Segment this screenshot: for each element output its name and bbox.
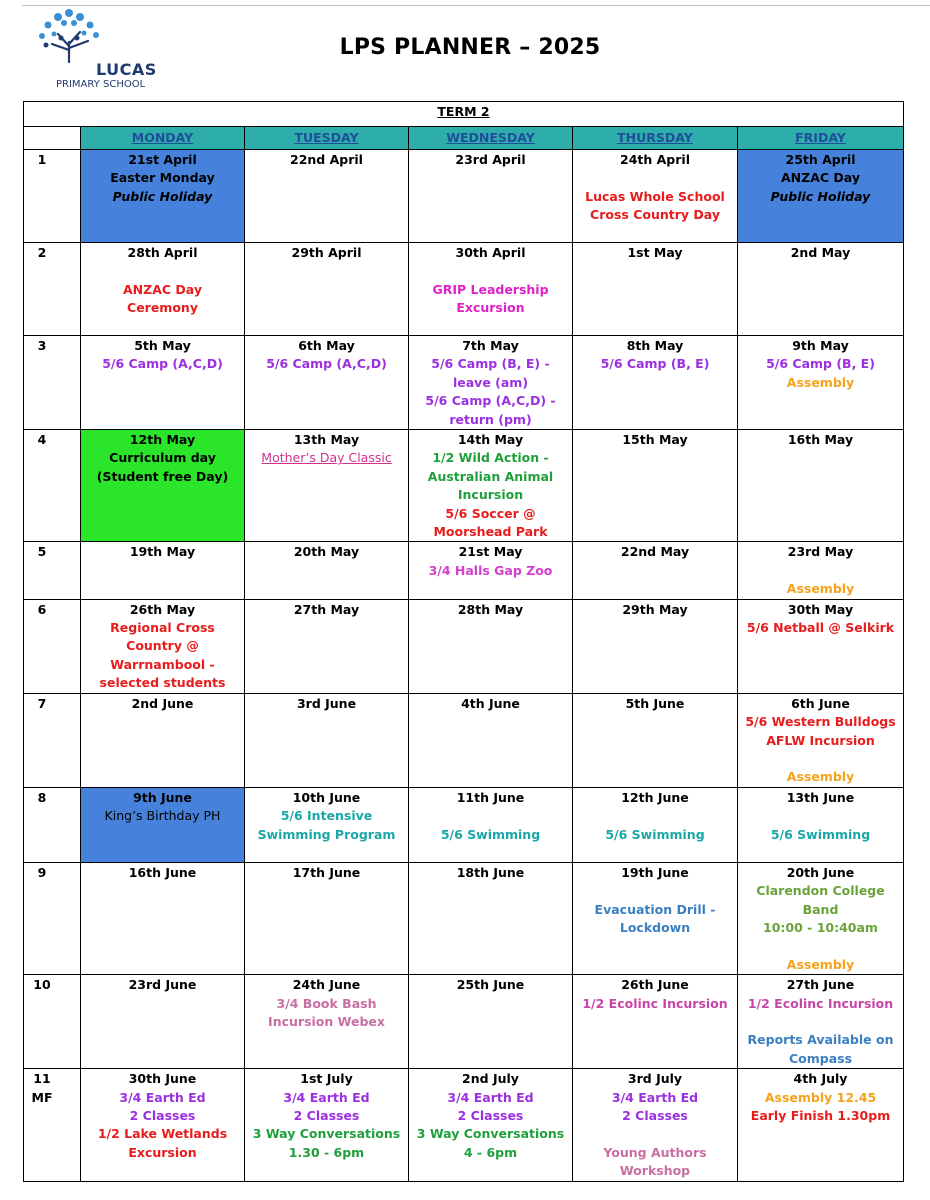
event-text: GRIP Leadership	[432, 281, 549, 297]
week-number-cell	[24, 975, 81, 1069]
event-text: Incursion	[457, 487, 524, 503]
day-cell-tuesday	[245, 336, 409, 430]
date-label: 27th May	[293, 601, 360, 617]
date-label: 25th April	[785, 152, 856, 167]
day-cell-monday	[81, 693, 245, 787]
event-text: 5/6 Camp (A,C,D)	[102, 356, 223, 372]
date-label: 26th June	[621, 977, 689, 993]
event-text: Assembly	[786, 769, 855, 785]
day-header-wednesday: WEDNESDAY	[409, 127, 573, 150]
date-label: 28th April	[127, 245, 198, 260]
week-row	[24, 243, 904, 336]
blank-line	[575, 1125, 735, 1143]
top-rule	[22, 5, 930, 6]
day-cell-tuesday	[245, 599, 409, 693]
day-cell-friday	[738, 975, 904, 1069]
event-text: 5/6 Swimming	[440, 826, 541, 842]
date-label: 14th May	[457, 432, 524, 448]
event-text: Regional Cross	[110, 620, 215, 636]
week-number-cell	[24, 862, 81, 974]
day-cell-friday	[738, 542, 904, 599]
event-text: 5/6 Camp (A,C,D)	[266, 356, 387, 372]
event-text: 5/6 Soccer @	[445, 505, 536, 521]
day-cell-wednesday	[409, 150, 573, 243]
week-row	[24, 336, 904, 430]
week-number: 10	[33, 977, 51, 993]
week-note: MF	[31, 1089, 53, 1105]
event-text: 5/6 Camp (B, E)	[600, 356, 710, 372]
date-label: 18th June	[456, 864, 525, 880]
day-cell-thursday	[573, 599, 738, 693]
date-label: 29th May	[622, 601, 688, 617]
date-label: 24th April	[620, 152, 690, 167]
day-cell-wednesday	[409, 693, 573, 787]
event-text: Evacuation Drill -	[594, 901, 716, 917]
date-label: 6th May	[298, 338, 355, 353]
event-text: Warrnambool -	[110, 656, 215, 672]
date-label: 10th June	[292, 789, 361, 805]
logo-subtitle: PRIMARY SCHOOL	[56, 79, 146, 90]
event-text: Curriculum day	[109, 450, 216, 466]
event-text: Moorshead Park	[433, 524, 548, 540]
event-text: Australian Animal	[427, 468, 554, 484]
event-text: 3 Way Conversations	[252, 1126, 401, 1142]
event-text: Swimming Program	[257, 826, 396, 842]
event-text: 5/6 Camp (A,C,D) -	[425, 393, 556, 409]
date-label: 4th June	[461, 695, 520, 711]
event-text: AFLW Incursion	[766, 732, 875, 748]
week-number-cell	[24, 599, 81, 693]
week-number: 9	[37, 864, 47, 880]
event-text: Ceremony	[127, 300, 198, 316]
event-text: 4 - 6pm	[463, 1144, 518, 1160]
event-text: 5/6 Swimming	[770, 826, 871, 842]
event-text: 5/6 Camp (B, E) -	[431, 356, 550, 372]
event-text: Reports Available on	[747, 1032, 894, 1048]
date-label: 4th July	[793, 1071, 848, 1087]
week-row	[24, 975, 904, 1069]
event-text: Assembly 12.45	[764, 1089, 877, 1105]
blank-line	[83, 262, 242, 280]
date-label: 1st May	[627, 245, 683, 260]
day-cell-monday	[81, 336, 245, 430]
date-label: 23rd April	[455, 152, 526, 167]
day-cell-tuesday	[245, 862, 409, 974]
week-row	[24, 542, 904, 599]
day-cell-tuesday	[245, 243, 409, 336]
date-label: 13th May	[293, 432, 360, 448]
day-cell-wednesday	[409, 1069, 573, 1181]
event-text: Cross Country Day	[590, 207, 720, 223]
date-label: 21st April	[128, 152, 197, 167]
event-text: ANZAC Day	[123, 281, 202, 297]
date-label: 25th June	[456, 977, 525, 993]
date-label: 24th June	[292, 977, 361, 993]
school-logo	[34, 8, 159, 88]
blank-line	[740, 937, 901, 955]
day-cell-friday	[738, 430, 904, 542]
event-text: 10:00 - 10:40am	[763, 919, 878, 935]
event-text: 5/6 Netball @ Selkirk	[746, 620, 895, 636]
week-number-cell	[24, 430, 81, 542]
day-cell-wednesday	[409, 599, 573, 693]
day-header-friday: FRIDAY	[738, 127, 904, 150]
day-cell-wednesday	[409, 542, 573, 599]
week-number-cell	[24, 336, 81, 430]
date-label: 23rd June	[128, 977, 197, 993]
event-text: Easter Monday	[110, 170, 215, 186]
date-label: 2nd June	[131, 695, 194, 711]
blank-line	[575, 882, 735, 900]
date-label: 19th May	[129, 544, 196, 560]
event-text: ANZAC Day	[781, 170, 860, 186]
day-cell-tuesday	[245, 430, 409, 542]
date-label: 13th June	[786, 789, 855, 805]
week-number: 8	[37, 789, 47, 805]
week-number: 2	[37, 245, 47, 260]
date-label: 26th May	[129, 601, 196, 617]
event-text: 1/2 Lake Wetlands	[97, 1126, 228, 1142]
event-text: King’s Birthday PH	[104, 808, 221, 824]
event-text: Assembly	[786, 581, 855, 597]
date-label: 7th May	[462, 338, 519, 353]
event-text: Country @	[126, 638, 199, 654]
day-cell-monday	[81, 787, 245, 862]
date-label: 16th June	[128, 864, 197, 880]
term-row	[24, 102, 904, 127]
event-text: return (pm)	[449, 411, 532, 427]
term-planner-table	[23, 101, 904, 1182]
date-label: 3rd June	[296, 695, 357, 711]
corner-cell	[24, 127, 81, 150]
day-cell-thursday	[573, 787, 738, 862]
date-label: 28th May	[457, 601, 524, 617]
event-text: Mother’s Day Classic	[261, 450, 392, 466]
day-cell-friday	[738, 243, 904, 336]
date-label: 9th May	[792, 338, 849, 353]
day-header-tuesday: TUESDAY	[245, 127, 409, 150]
event-text: selected students	[99, 675, 226, 691]
date-label: 2nd May	[790, 245, 851, 260]
date-label: 22nd May	[620, 544, 690, 560]
event-text: 1/2 Wild Action -	[432, 450, 549, 466]
week-number-cell	[24, 243, 81, 336]
date-label: 9th June	[133, 789, 192, 805]
logo-wordmark: LUCAS	[96, 60, 157, 79]
event-text: Workshop	[619, 1163, 691, 1179]
week-number: 4	[37, 432, 47, 448]
day-cell-thursday	[573, 975, 738, 1069]
week-row	[24, 150, 904, 243]
event-text: 1.30 - 6pm	[288, 1144, 365, 1160]
date-label: 5th June	[625, 695, 685, 711]
week-number-cell	[24, 542, 81, 599]
event-text: Excursion	[128, 1144, 197, 1160]
event-text: 3/4 Earth Ed	[611, 1089, 699, 1105]
blank-line	[411, 262, 570, 280]
date-label: 12th June	[621, 789, 689, 805]
date-label: 23rd May	[787, 544, 854, 560]
day-cell-monday	[81, 150, 245, 243]
event-text: 1/2 Ecolinc Incursion	[582, 995, 728, 1011]
day-cell-friday	[738, 787, 904, 862]
date-label: 16th May	[787, 432, 854, 448]
date-label: 27th June	[786, 977, 855, 993]
event-text: 2 Classes	[622, 1107, 688, 1123]
week-number: 1	[37, 152, 47, 167]
day-cell-wednesday	[409, 243, 573, 336]
week-row	[24, 599, 904, 693]
blank-line	[411, 807, 570, 825]
day-cell-thursday	[573, 1069, 738, 1181]
event-text: Lucas Whole School	[585, 188, 725, 204]
event-text: Young Authors	[603, 1144, 707, 1160]
day-cell-friday	[738, 693, 904, 787]
date-label: 5th May	[134, 338, 191, 353]
blank-line	[740, 562, 901, 580]
date-label: 30th June	[128, 1071, 197, 1087]
day-cell-wednesday	[409, 430, 573, 542]
date-label: 6th June	[791, 695, 850, 711]
event-text: Incursion Webex	[268, 1013, 385, 1029]
week-row	[24, 430, 904, 542]
event-text: Excursion	[456, 300, 525, 316]
date-label: 8th May	[626, 338, 684, 353]
day-cell-monday	[81, 975, 245, 1069]
week-number: 11	[33, 1071, 51, 1087]
date-label: 20th May	[293, 544, 360, 560]
event-text: 2 Classes	[293, 1107, 360, 1123]
event-text: Clarendon College	[756, 883, 885, 899]
event-text: Public Holiday	[112, 188, 213, 204]
day-cell-friday	[738, 150, 904, 243]
week-number: 6	[37, 601, 47, 617]
day-cell-tuesday	[245, 1069, 409, 1181]
event-text: Assembly	[786, 956, 855, 972]
day-cell-thursday	[573, 150, 738, 243]
date-label: 21st May	[458, 544, 523, 560]
day-cell-monday	[81, 1069, 245, 1181]
week-number-cell	[24, 787, 81, 862]
date-label: 1st July	[300, 1071, 353, 1087]
week-row	[24, 862, 904, 974]
day-cell-tuesday	[245, 693, 409, 787]
day-cell-wednesday	[409, 336, 573, 430]
event-text: 3/4 Earth Ed	[447, 1089, 534, 1105]
event-text: leave (am)	[452, 374, 529, 390]
blank-line	[575, 169, 735, 187]
event-text: 5/6 Camp (B, E)	[766, 356, 875, 372]
day-cell-thursday	[573, 430, 738, 542]
day-cell-monday	[81, 599, 245, 693]
blank-line	[740, 1013, 901, 1031]
date-label: 12th May	[129, 432, 196, 448]
day-cell-tuesday	[245, 542, 409, 599]
day-cell-friday	[738, 336, 904, 430]
date-label: 29th April	[291, 245, 362, 260]
day-header-thursday: THURSDAY	[573, 127, 738, 150]
event-text: 2 Classes	[129, 1107, 196, 1123]
blank-line	[740, 750, 901, 768]
day-header-monday: MONDAY	[81, 127, 245, 150]
date-label: 22nd April	[290, 152, 363, 167]
day-cell-thursday	[573, 862, 738, 974]
day-cell-thursday	[573, 336, 738, 430]
event-text: 3/4 Book Bash	[276, 995, 377, 1011]
blank-line	[740, 807, 901, 825]
day-cell-friday	[738, 1069, 904, 1181]
event-text: 2 Classes	[457, 1107, 524, 1123]
date-label: 11th June	[456, 789, 525, 805]
day-cell-wednesday	[409, 862, 573, 974]
event-text: Early Finish 1.30pm	[750, 1107, 891, 1123]
date-label: 19th June	[621, 864, 689, 880]
week-row	[24, 693, 904, 787]
date-label: 30th May	[787, 601, 854, 617]
date-label: 17th June	[292, 864, 361, 880]
event-text: Public Holiday	[770, 188, 871, 204]
event-text: Assembly	[786, 374, 855, 390]
day-cell-friday	[738, 862, 904, 974]
day-cell-monday	[81, 862, 245, 974]
day-cell-wednesday	[409, 975, 573, 1069]
day-cell-friday	[738, 599, 904, 693]
event-text: 1/2 Ecolinc Incursion	[747, 995, 894, 1011]
page-title: LPS PLANNER – 2025	[339, 35, 601, 60]
event-text: 3 Way Conversations	[416, 1126, 565, 1142]
day-cell-thursday	[573, 542, 738, 599]
day-cell-thursday	[573, 693, 738, 787]
week-row	[24, 1069, 904, 1181]
day-cell-tuesday	[245, 787, 409, 862]
day-header-row	[24, 127, 904, 150]
event-text: 5/6 Western Bulldogs	[745, 714, 896, 730]
date-label: 15th May	[622, 432, 688, 448]
term-title: TERM 2	[24, 102, 904, 127]
event-text: 3/4 Earth Ed	[119, 1089, 206, 1105]
week-number: 7	[37, 695, 47, 711]
day-cell-monday	[81, 243, 245, 336]
week-number: 3	[37, 338, 47, 353]
day-cell-monday	[81, 430, 245, 542]
date-label: 30th April	[455, 245, 526, 260]
event-text: Lockdown	[619, 919, 691, 935]
week-row	[24, 787, 904, 862]
day-cell-tuesday	[245, 150, 409, 243]
event-text: 5/6 Intensive	[280, 808, 373, 824]
date-label: 3rd July	[627, 1071, 683, 1087]
day-cell-monday	[81, 542, 245, 599]
week-number-cell	[24, 150, 81, 243]
date-label: 2nd July	[462, 1071, 519, 1087]
day-cell-tuesday	[245, 975, 409, 1069]
day-cell-thursday	[573, 243, 738, 336]
week-number-cell	[24, 693, 81, 787]
event-text: 3/4 Halls Gap Zoo	[428, 562, 553, 578]
date-label: 20th June	[786, 864, 855, 880]
event-text: 5/6 Swimming	[605, 826, 705, 842]
event-text: Compass	[788, 1050, 853, 1066]
blank-line	[575, 807, 735, 825]
day-cell-wednesday	[409, 787, 573, 862]
event-text: (Student free Day)	[96, 468, 229, 484]
week-number-cell	[24, 1069, 81, 1181]
event-text: Band	[802, 901, 839, 917]
event-text: 3/4 Earth Ed	[283, 1089, 370, 1105]
week-number: 5	[37, 544, 47, 560]
tree-logo-icon	[34, 8, 104, 64]
